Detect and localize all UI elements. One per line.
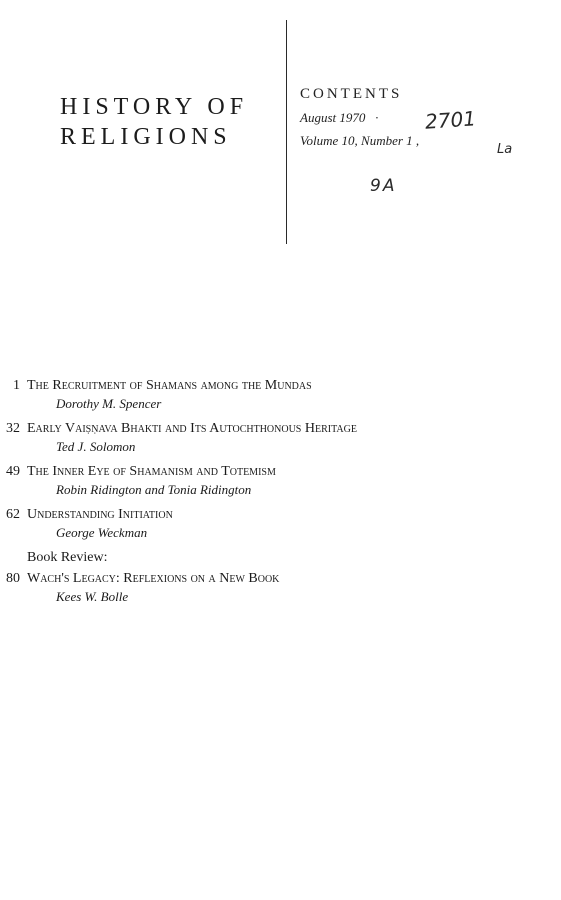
- toc-page-number: 49: [6, 464, 20, 479]
- toc-review-title: Wach's Legacy: Reflexions on a New Book: [27, 571, 280, 586]
- issue-date-line: [300, 110, 419, 126]
- toc-page-number: 62: [6, 507, 20, 522]
- toc-entry: [0, 376, 561, 413]
- handwritten-mark: 9A: [370, 176, 397, 196]
- volume-number: Volume 10, Number 1: [300, 133, 413, 148]
- toc-page-number: 1: [13, 378, 20, 393]
- issue-date: August 1970: [300, 110, 366, 125]
- toc-page-number: 80: [6, 571, 20, 586]
- toc-entry: [0, 419, 561, 456]
- handwritten-suffix: La: [497, 142, 513, 157]
- toc-article-author: Ted J. Solomon: [56, 439, 136, 454]
- table-of-contents: [0, 376, 561, 612]
- toc-article-title: Early Vaiṣṇava Bhakti and Its Autochthonous Heritage: [27, 421, 357, 436]
- handwritten-catalog-number: 2701: [424, 106, 477, 134]
- contents-header: [300, 86, 419, 149]
- volume-separator: ,: [415, 133, 420, 148]
- vertical-divider: [286, 20, 287, 244]
- journal-masthead: [60, 92, 248, 152]
- toc-article-author: George Weckman: [56, 525, 148, 540]
- toc-article-author: Dorothy M. Spencer: [56, 396, 162, 411]
- toc-article-title: Understanding Initiation: [27, 507, 173, 522]
- toc-article-title: The Inner Eye of Shamanism and Totemism: [27, 464, 276, 479]
- book-review-heading: Book Review:: [27, 550, 108, 565]
- toc-entry: [0, 462, 561, 499]
- toc-article-title: The Recruitment of Shamans among the Mundas: [27, 378, 312, 393]
- journal-title-line-2: RELIGIONS: [60, 124, 232, 150]
- journal-title-line-1: HISTORY OF: [60, 94, 249, 120]
- toc-page-number: 32: [6, 421, 20, 436]
- toc-entry: [0, 569, 561, 606]
- toc-entry: [0, 505, 561, 542]
- volume-line: [300, 133, 419, 149]
- toc-review-author: Kees W. Bolle: [56, 589, 129, 604]
- contents-label: CONTENTS: [300, 86, 403, 102]
- issue-separator: ·: [375, 110, 379, 125]
- toc-article-author: Robin Ridington and Tonia Ridington: [56, 482, 252, 497]
